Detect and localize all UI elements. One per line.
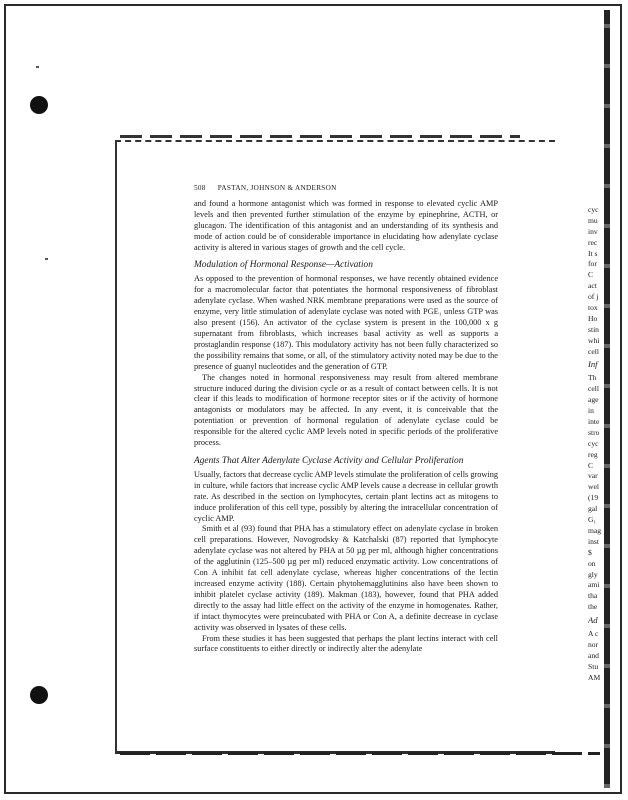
facing-line-fragment: Stu — [588, 661, 599, 671]
facing-line-fragment: whi — [588, 335, 600, 345]
facing-line-fragment: Ad — [588, 615, 598, 626]
bottom-copy-edge — [120, 752, 600, 755]
facing-line-fragment: on — [588, 558, 596, 568]
author-line: PASTAN, JOHNSON & ANDERSON — [217, 184, 337, 192]
facing-line-fragment: ami — [588, 580, 600, 590]
facing-line-fragment: act — [588, 281, 597, 291]
facing-line-fragment: Ho — [588, 313, 598, 323]
facing-line-fragment: mag — [588, 525, 602, 535]
facing-line-fragment: gal — [588, 504, 598, 514]
paragraph: Usually, factors that decrease cyclic AMP levels stimulate the proliferation of cells growing in culture, while factors that increase cyclic AMP levels cause a decrease in cellular growth rate. As described in the section on lymphocytes, certain plant lectins act as mitogens to induce proliferation of this cell type, possibly by altering the intracellular concentration of cyclic AMP. — [194, 469, 498, 523]
facing-line-fragment: A c — [588, 629, 599, 639]
facing-line-fragment: cell — [588, 384, 599, 394]
facing-line-fragment: cyc — [588, 205, 599, 214]
running-head — [194, 183, 498, 194]
facing-line-fragment: mu — [588, 215, 598, 225]
facing-line-fragment: age — [588, 395, 599, 405]
facing-line-fragment: G₁ — [588, 515, 597, 525]
binder-hole-top — [30, 96, 48, 114]
paragraph: The changes noted in hormonal responsiveness may result from altered membrane structure induced during the division cycle or as a result of contact between cells. It is not clear if this leads to modification of hormone receptor sites or if the activity of hormone antagonists or modulators may be affected. In any event, it is conceivable that the potentiation or prevention of hormonal regulation of adenylate cyclase could be responsible for the altered cyclic AMP levels noted in specific periods of the proliferative process. — [194, 372, 498, 448]
section-heading-activation: Modulation of Hormonal Response—Activation — [194, 260, 373, 271]
facing-line-fragment: $ — [588, 547, 592, 557]
facing-line-fragment: (19 — [588, 493, 599, 503]
paragraph: From these studies it has been suggested that perhaps the plant lectins interact with cell surface constituents to either directly or indirectly alter the adenylate — [194, 633, 498, 654]
facing-page-fragments — [588, 205, 610, 684]
facing-line-fragment: Th — [588, 373, 597, 383]
facing-line-fragment: stin — [588, 324, 599, 334]
facing-line-fragment: the — [588, 602, 598, 612]
facing-line-fragment: Inf — [588, 359, 598, 370]
article-text-column — [194, 183, 498, 655]
facing-line-fragment: rec — [588, 237, 598, 247]
facing-line-fragment: inte — [588, 417, 600, 427]
facing-line-fragment: inv — [588, 226, 598, 236]
facing-line-fragment: cyc — [588, 438, 599, 448]
facing-line-fragment: for — [588, 259, 597, 269]
scan-speck — [45, 258, 48, 260]
facing-line-fragment: and — [588, 650, 599, 660]
page-number: 508 — [194, 184, 206, 192]
top-copy-edge — [120, 135, 520, 138]
facing-line-fragment: tox — [588, 303, 598, 313]
facing-line-fragment: reg — [588, 449, 598, 459]
facing-line-fragment: of j — [588, 292, 599, 302]
facing-line-fragment: stro — [588, 427, 600, 437]
facing-line-fragment: nor — [588, 639, 599, 649]
facing-line-fragment: C — [588, 270, 594, 280]
facing-line-fragment: gly — [588, 569, 598, 579]
facing-line-fragment: AM — [588, 672, 601, 682]
facing-line-fragment: inst — [588, 536, 599, 546]
binder-hole-bottom — [30, 686, 48, 704]
section-heading-agents: Agents That Alter Adenylate Cyclase Activity and Cellular Proliferation — [194, 455, 464, 466]
facing-line-fragment: wel — [588, 482, 599, 492]
scan-speck — [36, 66, 39, 68]
facing-line-fragment: cell — [588, 346, 599, 356]
facing-line-fragment: var — [588, 471, 598, 481]
facing-line-fragment: in — [588, 406, 594, 416]
intro-paragraph: and found a hormone antagonist which was formed in response to elevated cyclic AMP levels and then prevented further stimulation of the enzyme by epinephrine, ACTH, or glucagon. The identification of this antagonist and an understanding of its synthesis and mode of action could be of considerable importance in elucidating how adenylate cyclase activity is altered in various stages of growth and the cell cycle. — [194, 198, 498, 252]
facing-line-fragment: tha — [588, 591, 598, 601]
facing-line-fragment: It s — [588, 248, 598, 258]
paragraph: Smith et al (93) found that PHA has a stimulatory effect on adenylate cyclase in broken cell preparations. However, Novogrodsky & Katchalski (87) reported that lymphocyte adenylate cyclase was not altered by PHA at 50 µg per ml, although higher concentrations of the agglutinin (125–500 µg per ml) reduced enzymatic activity. Low concentrations of Con A inhibit fat cell adenylate cyclase, whereas higher concentrations of the lectin increased enzyme activity (188). Certain phytohemagglutinins also have been shown to inhibit platelet cyclase activity (189). Makman (183), however, found that PHA added directly to the assay had little effect on the activity of the enzyme in homogenates. Rather, if intact thymocytes were preincubated with PHA or Con A, a definite decrease in cyclase activity was observed in lysates of these cells. — [194, 524, 498, 632]
facing-line-fragment: C — [588, 460, 594, 470]
paragraph: As opposed to the prevention of hormonal responses, we have recently obtained evidence for a macromolecular factor that potentiates the hormonal responsiveness of fibroblast adenylate cyclase. When washed NRK membrane preparations were used as the source of enzyme, very little stimulation of adenylate cyclase was noted with PGE₁ unless GTP was also present (156). An activator of the cyclase system is present in the 100,000 x g supernatant from fibroblasts, which increases basal activity as well as supports a prostaglandin response (187). This modulatory activity has not been fully characterized so the possibility remains that some, or all, of the stimulatory activity noted may be due to the presence of guanyl nucleotides and the generation of GTP. — [194, 274, 498, 371]
